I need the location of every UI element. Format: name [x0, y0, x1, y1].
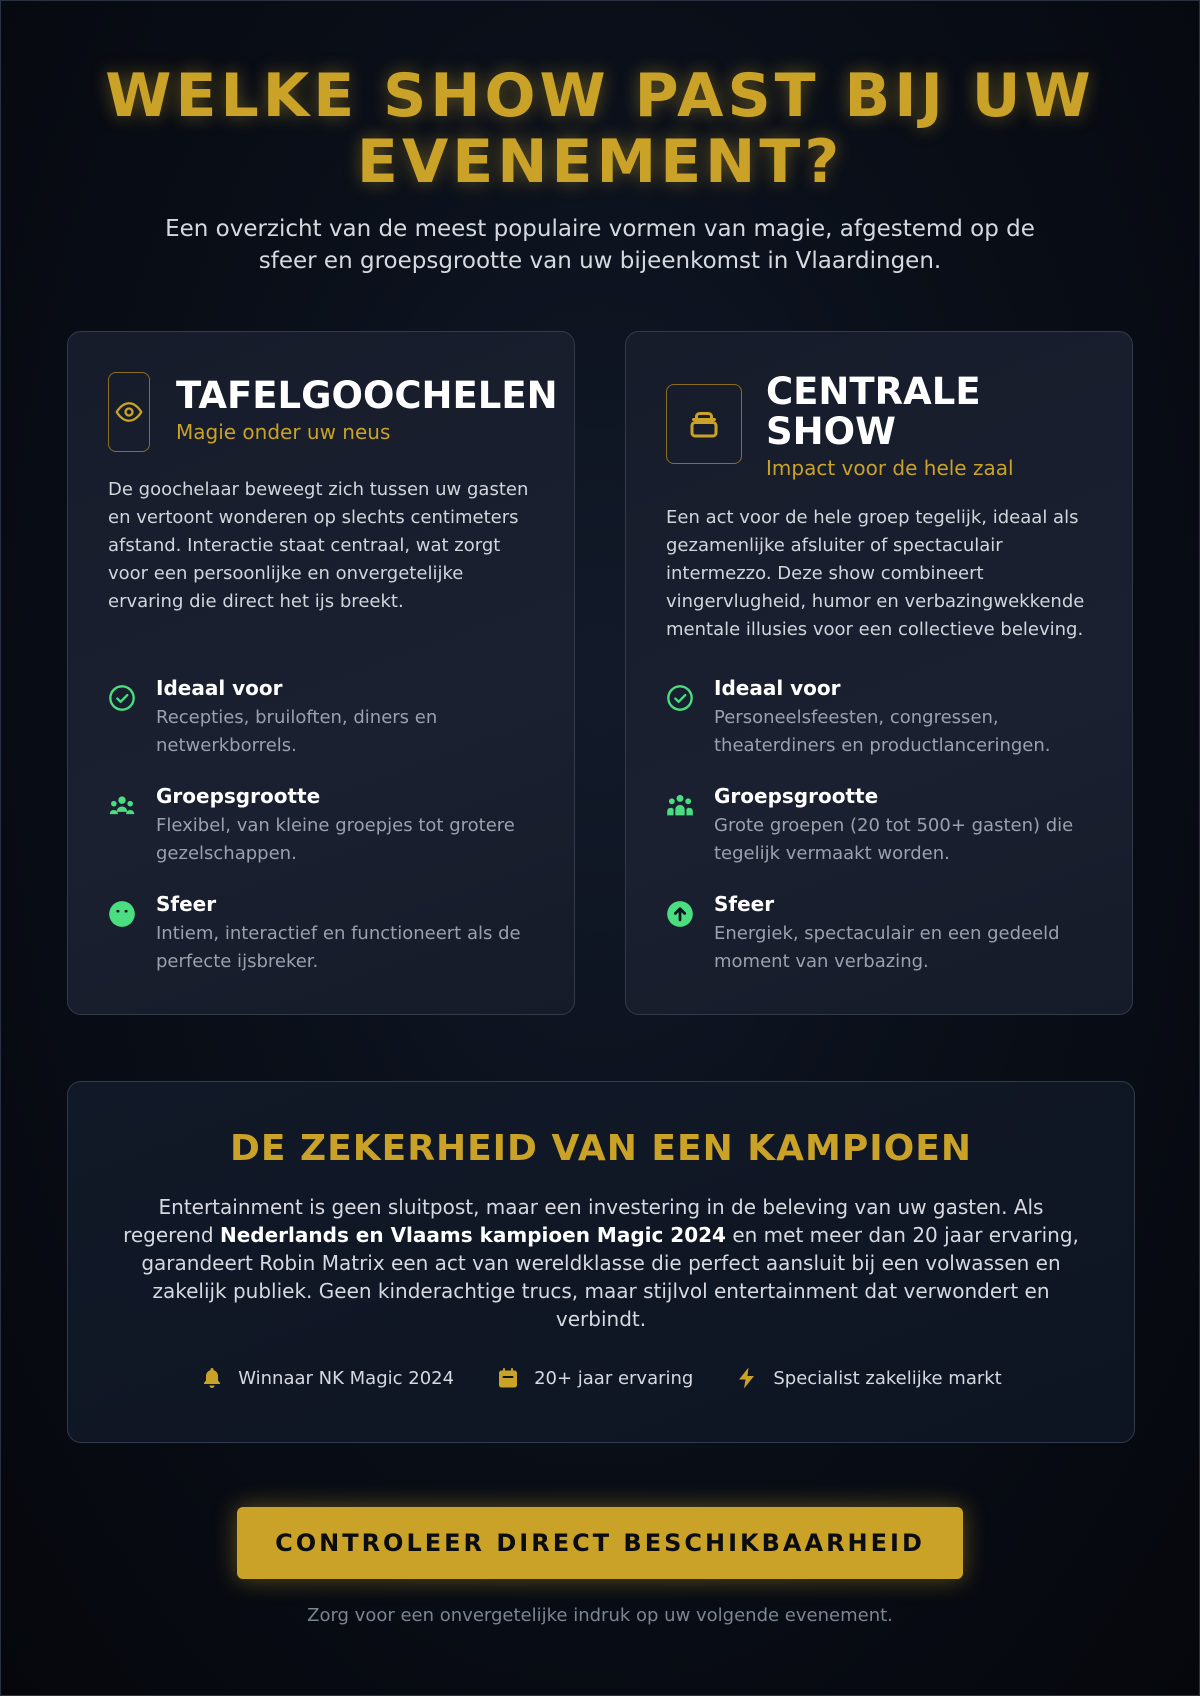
champion-text-part: en met meer dan 20 jaar ervaring, garandeert Robin Matrix een act van wereldklasse die perfect aansluit bij een volwassen en zakelijk publiek. Geen kinderachtige trucs, maar stijlvol entertainment dat verwondert en verbindt.	[141, 1223, 1079, 1331]
page-subtitle: Een overzicht van de meest populaire vormen van magie, afgestemd op de sfeer en groepsgrootte van uw bijeenkomst in Vlaardingen.	[165, 216, 1035, 274]
feature-text: Energiek, spectaculair en een gedeeld moment van verbazing.	[714, 923, 1060, 972]
credential-specialist	[735, 1366, 1001, 1390]
card-subtitle: Impact voor de hele zaal	[766, 456, 1014, 480]
card-description: De goochelaar beweegt zich tussen uw gasten en vertoont wonderen op slechts centimeters afstand. Interactie staat centraal, wat zorgt voor een persoonlijke en onvergetelijke ervaring die direct het ijs breekt.	[108, 479, 529, 612]
show-cards	[67, 331, 1135, 1017]
group-icon	[108, 792, 136, 820]
check-availability-button[interactable]: CONTROLEER DIRECT BESCHIKBAARHEID	[237, 1507, 963, 1579]
arrow-up-circle-icon	[666, 900, 694, 928]
card-subtitle: Magie onder uw neus	[176, 420, 391, 444]
feature-sfeer	[666, 892, 1102, 982]
check-circle-icon	[108, 684, 136, 712]
champion-text-part: Entertainment is geen sluitpost, maar een investering in de beleving van uw gasten. Als regerend	[123, 1195, 1044, 1247]
footer-note: Zorg voor een onvergetelijke indruk op uw volgende evenement.	[307, 1605, 893, 1626]
eye-icon	[108, 372, 150, 452]
feature-title: Groepsgrootte	[156, 784, 321, 808]
feature-title: Ideaal voor	[156, 676, 283, 700]
feature-title: Sfeer	[714, 892, 775, 916]
card-description: Een act voor de hele groep tegelijk, ideaal als gezamenlijke afsluiter of spectaculair intermezzo. Deze show combineert vingervlugheid, humor en verbazingwekkende mentale illusies voor een collectieve beleving.	[666, 507, 1085, 640]
feature-title: Sfeer	[156, 892, 217, 916]
credential-label: Specialist zakelijke markt	[773, 1367, 1002, 1389]
card-centrale-show	[625, 331, 1133, 1015]
bell-icon	[200, 1366, 224, 1390]
hero	[1, 1, 1199, 277]
feature-text: Flexibel, van kleine groepjes tot grotere gezelschappen.	[156, 815, 515, 864]
feature-groepsgrootte	[666, 784, 1102, 874]
lightning-icon	[735, 1366, 759, 1390]
champion-highlight: Nederlands en Vlaams kampioen Magic 2024	[219, 1223, 726, 1247]
card-tafelgoochelen	[67, 331, 575, 1015]
page-title: WELKE SHOW PAST BIJ UW EVENEMENT?	[105, 61, 1095, 197]
credential-list	[68, 1366, 1134, 1390]
feature-text: Recepties, bruiloften, diners en netwerkborrels.	[156, 707, 438, 756]
feature-text: Intiem, interactief en functioneert als de perfecte ijsbreker.	[156, 923, 521, 972]
feature-ideaal-voor	[666, 676, 1102, 766]
users-icon	[666, 792, 694, 820]
credential-label: 20+ jaar ervaring	[534, 1367, 694, 1389]
feature-text: Personeelsfeesten, congressen, theaterdiners en productlanceringen.	[714, 707, 1051, 756]
calendar-icon	[496, 1366, 520, 1390]
feature-title: Ideaal voor	[714, 676, 841, 700]
champion-panel	[67, 1081, 1135, 1443]
magic-hat-icon	[666, 384, 742, 464]
feature-ideaal-voor	[108, 676, 544, 766]
feature-groepsgrootte	[108, 784, 544, 874]
champion-text	[121, 1193, 1081, 1333]
feature-text: Grote groepen (20 tot 500+ gasten) die tegelijk vermaakt worden.	[714, 815, 1074, 864]
credential-label: Winnaar NK Magic 2024	[238, 1367, 455, 1389]
feature-sfeer	[108, 892, 544, 982]
card-title: CENTRALE SHOW	[766, 370, 981, 453]
champion-title: DE ZEKERHEID VAN EEN KAMPIOEN	[230, 1128, 972, 1169]
credential-experience	[496, 1366, 693, 1390]
feature-title: Groepsgrootte	[714, 784, 879, 808]
check-circle-icon	[666, 684, 694, 712]
card-title: TAFELGOOCHELEN	[176, 374, 558, 417]
smile-icon	[108, 900, 136, 928]
credential-award	[200, 1366, 454, 1390]
